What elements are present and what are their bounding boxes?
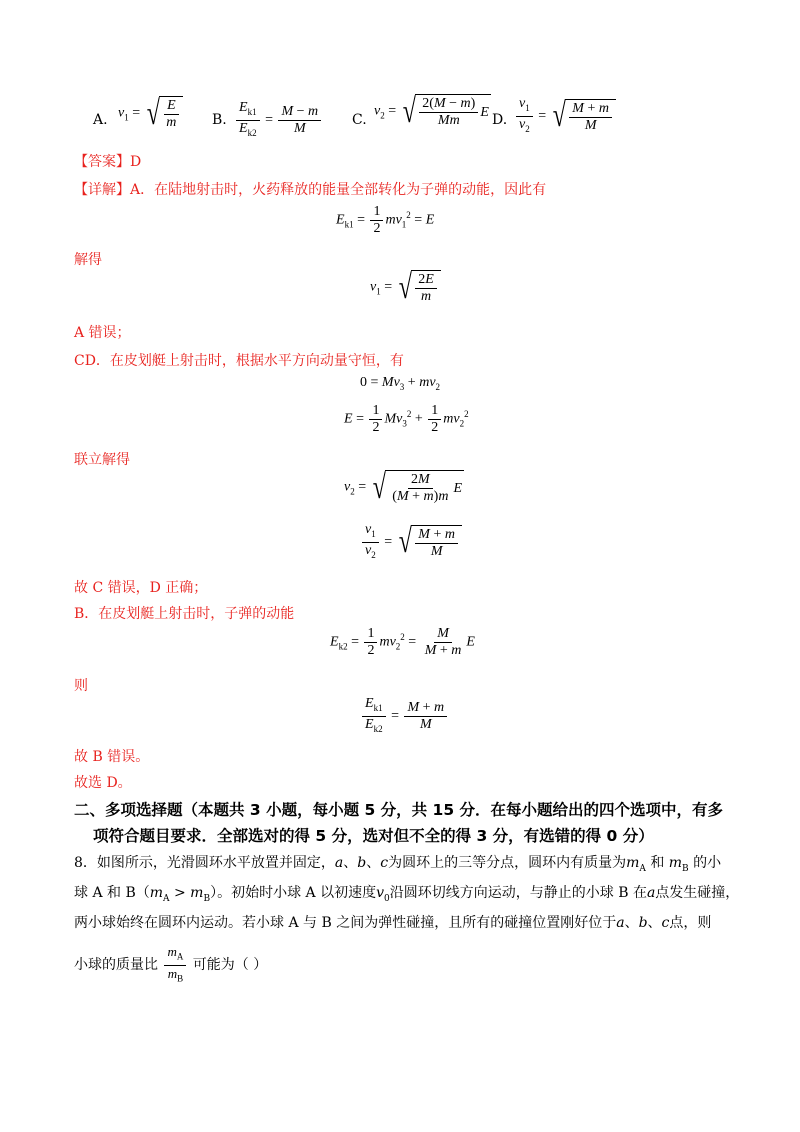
option-d-label: D. [492,112,508,128]
equation-ek1: $E_{k1}$ = $\frac{1}{2}$ $mv_1^2 = E$ [336,204,435,236]
equation-momentum: $0 = Mv_3 + mv_2$ [360,375,441,392]
equation-ratio-v: $\frac{v_1}{v_2}$ = √ $\frac{M + m}{M}$ [360,522,462,563]
question-8-line2: 球 A 和 $B(m_A > m_B)$。初始时小球 A 以初速度$v_0$沿圆环切线方向运动，与静止的小球 B 在a点发生碰撞， [74,885,740,904]
equation-ek2: $E_{k2}$ = $\frac{1}{2}$ $mv_2^2$ = $\frac{M}{M + m}$ E [330,626,475,658]
equation-energy: E = $\frac{1}{2}$ $Mv_3^2$ + $\frac{1}{2}$ $mv_2^2$ [344,403,469,435]
solve-text-1: 解得 [74,252,102,268]
option-a-label: A. [93,112,108,128]
option-d-formula: $\frac{v_1}{v_2}$ = √ $\frac{M + m}{M}$ [514,96,616,137]
answer-line: 【答案】D [74,154,142,170]
option-b-label: B. [212,112,227,128]
section2-heading-line1: 二、多项选择题（本题共 3 小题，每小题 5 分，共 15 分．在每小题给出的四个选项中，有多 [74,801,724,819]
equation-v1: $v_1$ = √ $\frac{2E}{m}$ [370,270,441,305]
question-8-line1: 8．如图所示，光滑圆环水平放置并固定，a、b、c为圆环上的三等分点，圆环内有质量为$m_A$ 和 $m_B$ 的小 [74,855,722,874]
option-b-formula: $\frac{E_{k1}}{E_{k2}}$ = $\frac{M - m}{M}$ [234,100,323,141]
b-wrong: 故 B 错误。 [74,749,150,765]
question-8-line3: 两小球始终在圆环内运动。若小球 A 与 B 之间为弹性碰撞，且所有的碰撞位置刚好位于a、b、c点，则 [74,915,712,931]
question-8-line4: 小球的质量比 $\frac{m_A}{m_B}$ 可能为（ ） [74,944,267,986]
option-c-formula: $v_2$ = √ $\frac{2(M - m)}{Mm}$ E [374,92,489,130]
section2-heading-line2: 项符合题目要求．全部选对的得 5 分，选对但不全的得 3 分，有选错的得 0 分） [93,827,654,845]
b-text: B．在皮划艇上射击时，子弹的动能 [74,606,295,622]
then-text: 则 [74,678,88,694]
equation-v2: $v_2$ = √ $\frac{2M}{(M + m)m}$ E [344,468,463,506]
option-c-label: C. [352,112,367,128]
mass-ratio-fraction: $\frac{m_A}{m_B}$ [164,944,186,986]
choose-d: 故选 D。 [74,775,132,791]
cd-result: 故 C 错误，D 正确； [74,580,208,596]
explain-a: 【详解】A．在陆地射击时，火药释放的能量全部转化为子弹的动能，因此有 [74,182,547,198]
option-a-formula: $v_1$ = √ $\frac{E}{m}$ [118,96,183,131]
equation-ratio-ek: $\frac{E_{k1}}{E_{k2}}$ = $\frac{M + m}{M}$ [360,696,449,737]
cd-text: CD．在皮划艇上射击时，根据水平方向动量守恒，有 [74,353,404,369]
a-wrong: A 错误； [74,325,131,341]
solve-joint: 联立解得 [74,452,130,468]
